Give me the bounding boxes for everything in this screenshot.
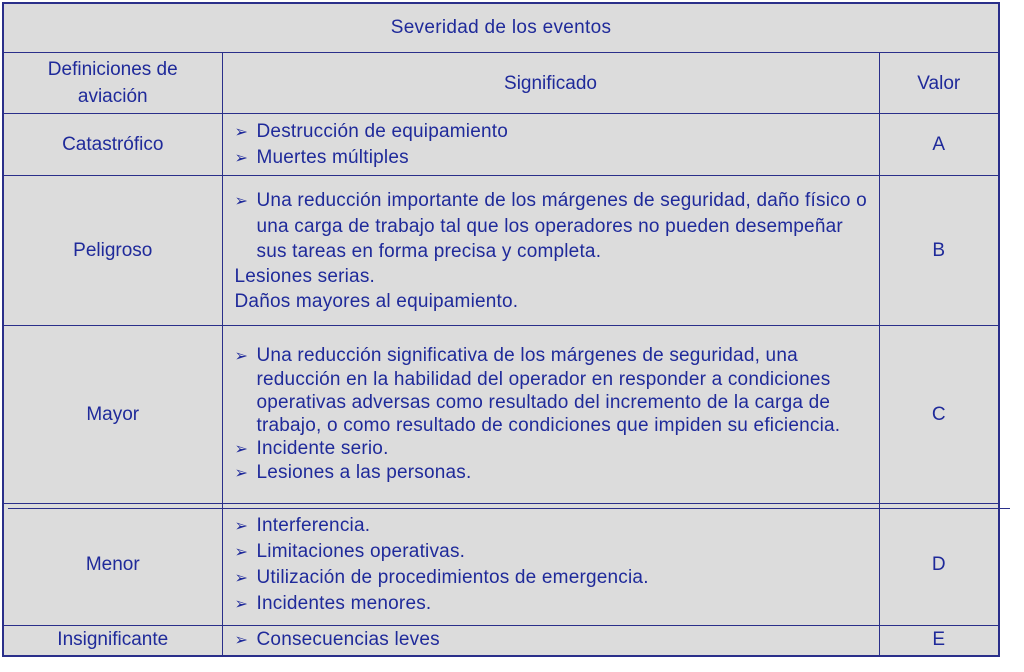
- bullet-arrow-icon: ➢: [234, 123, 249, 141]
- meaning-item-text: Lesiones a las personas.: [256, 462, 472, 483]
- meaning-item-text: Muertes múltiples: [256, 146, 409, 168]
- definition-cell: Peligroso: [3, 176, 222, 326]
- meaning-item-text: Incidente serio.: [256, 438, 389, 459]
- severity-table: [2, 2, 1000, 657]
- meaning-cell: [222, 504, 879, 626]
- meaning-item-text: Utilización de procedimientos de emergencia.: [256, 566, 649, 588]
- table-row-menor: [3, 504, 999, 626]
- value-cell: D: [879, 504, 999, 626]
- divider-line: [8, 508, 1010, 509]
- meaning-cell: [222, 326, 879, 504]
- bullet-arrow-icon: ➢: [234, 569, 249, 587]
- meaning-item: [235, 513, 871, 539]
- definition-cell: Mayor: [3, 326, 222, 504]
- table-row-peligroso: [3, 176, 999, 326]
- meaning-cell: [222, 176, 879, 326]
- table-title: Severidad de los eventos: [3, 3, 999, 53]
- bullet-arrow-icon: ➢: [234, 348, 249, 365]
- meaning-item: [235, 627, 871, 653]
- meaning-item-text: Destrucción de equipamiento: [256, 120, 508, 142]
- meaning-cell: [222, 626, 879, 656]
- bullet-arrow-icon: ➢: [234, 595, 249, 613]
- meaning-item-text: Interferencia.: [256, 514, 371, 536]
- meaning-item: [235, 145, 871, 171]
- meaning-item: [235, 437, 871, 461]
- table-row-mayor: [3, 326, 999, 504]
- meaning-item: [235, 119, 871, 145]
- definition-cell: Catastrófico: [3, 114, 222, 176]
- meaning-item: [235, 591, 871, 617]
- meaning-item-text: Limitaciones operativas.: [256, 540, 466, 562]
- meaning-item-text: Una reducción importante de los márgenes de seguridad, daño físico o una carga de trabajo tal que los operadores no pueden desempeñar sus tareas en forma precisa y completa.: [256, 189, 867, 262]
- bullet-arrow-icon: ➢: [234, 441, 249, 458]
- table-row-insignificante: [3, 626, 999, 656]
- value-cell: A: [879, 114, 999, 176]
- meaning-item: [235, 188, 871, 264]
- bullet-arrow-icon: ➢: [234, 543, 249, 561]
- header-meaning: Significado: [222, 53, 879, 114]
- header-definitions: Definiciones de aviación: [3, 53, 222, 114]
- meaning-item-text: Una reducción significativa de los márgenes de seguridad, una reducción en la habilidad del operador en responder a condiciones operativas adversas como resultado del incremento de la carga de trabajo, o como resultado de condiciones que impiden su eficiencia.: [256, 345, 841, 436]
- bullet-arrow-icon: ➢: [234, 517, 249, 535]
- bullet-arrow-icon: ➢: [234, 465, 249, 482]
- meaning-item: [235, 344, 871, 437]
- value-cell: B: [879, 176, 999, 326]
- value-cell: E: [879, 626, 999, 656]
- table-row-catastrofico: [3, 114, 999, 176]
- meaning-item-text: Lesiones serias.: [234, 265, 375, 287]
- meaning-item: [235, 539, 871, 565]
- definition-cell: Insignificante: [3, 626, 222, 656]
- definition-cell: Menor: [3, 504, 222, 626]
- meaning-item-text: Consecuencias leves: [256, 629, 440, 651]
- header-row: [3, 53, 999, 114]
- title-row: [3, 3, 999, 53]
- meaning-cell: [222, 114, 879, 176]
- bullet-arrow-icon: ➢: [234, 632, 249, 650]
- header-value: Valor: [879, 53, 999, 114]
- bullet-arrow-icon: ➢: [234, 192, 249, 210]
- bullet-arrow-icon: ➢: [234, 149, 249, 167]
- meaning-item-text: Daños mayores al equipamiento.: [234, 290, 519, 312]
- value-cell: C: [879, 326, 999, 504]
- meaning-item: [235, 565, 871, 591]
- meaning-item: [235, 461, 871, 485]
- meaning-item-text: Incidentes menores.: [256, 592, 432, 614]
